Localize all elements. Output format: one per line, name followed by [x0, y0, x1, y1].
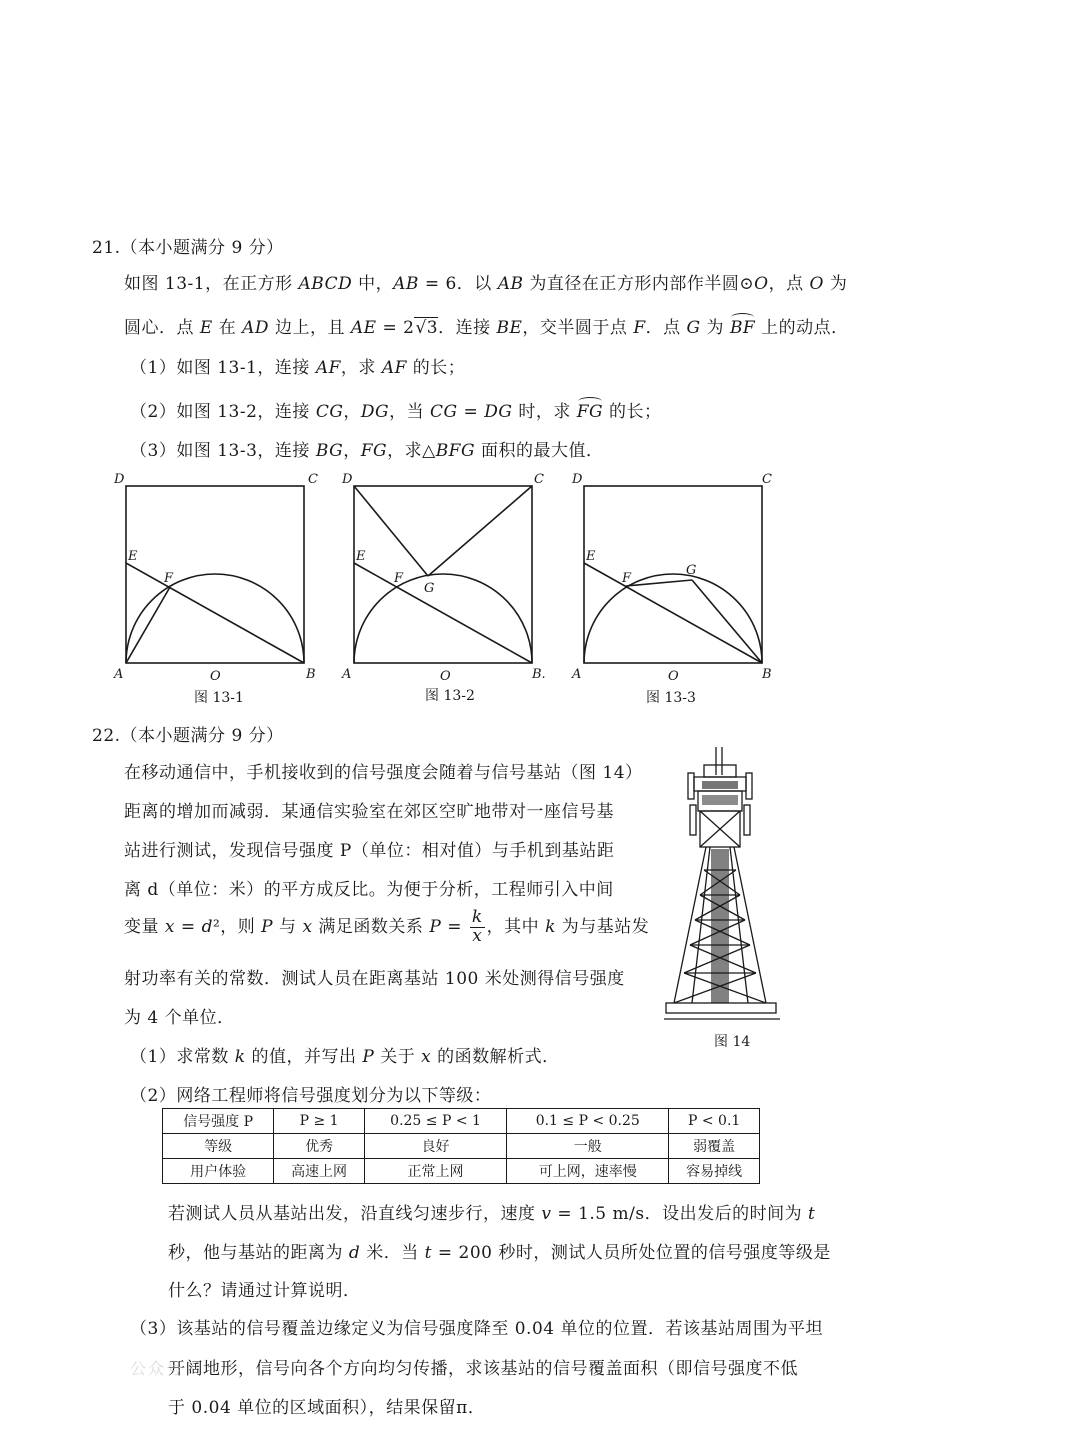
table-cell: 信号强度 P [163, 1109, 274, 1134]
q22-header: 22.（本小题满分 9 分） [92, 726, 284, 746]
label-B: B [762, 667, 772, 682]
table-cell: 良好 [364, 1134, 506, 1159]
q22-para-line1: 在移动通信中，手机接收到的信号强度会随着与信号基站（图 14） [124, 763, 643, 783]
label-B: B [306, 667, 316, 682]
label-A: A [572, 667, 582, 682]
table-cell: 正常上网 [364, 1159, 506, 1184]
table-cell: 优秀 [274, 1134, 365, 1159]
figure-13-2 [338, 470, 548, 685]
q21-header: 21.（本小题满分 9 分） [92, 238, 284, 258]
semicircle [584, 574, 762, 663]
label-G: G [686, 563, 697, 578]
caption-13-1: 图 13-1 [194, 690, 244, 706]
segment-be [584, 563, 762, 663]
figure-13-3 [568, 470, 778, 685]
semicircle [126, 574, 304, 663]
label-O: O [210, 669, 221, 684]
fraction-k-over-x: $\frac{k}{x}$ [471, 907, 483, 946]
q22-part2-text3: 什么？请通过计算说明． [168, 1281, 361, 1301]
label-C: C [308, 472, 318, 487]
q22-para-line3: 站进行测试，发现信号强度 P（单位：相对值）与手机到基站距 [124, 841, 615, 861]
table-cell: 弱覆盖 [669, 1134, 760, 1159]
q22-part2-text1: 若测试人员从基站出发，沿直线匀速步行，速度 v = 1.5 m/s．设出发后的时间为 t [168, 1204, 816, 1224]
q21-part2: （2）如图 13-2，连接 CG，DG，当 CG = DG 时，求 FG 的长； [130, 402, 662, 422]
caption-13-2: 图 13-2 [425, 688, 475, 704]
segment-be [354, 563, 532, 663]
table-cell: P < 0.1 [669, 1109, 760, 1134]
caption-13-3: 图 13-3 [646, 690, 696, 706]
q21-part3: （3）如图 13-3，连接 BG，FG，求△BFG 面积的最大值． [130, 441, 604, 461]
segment-be [126, 563, 304, 663]
table-cell: P ≥ 1 [274, 1109, 365, 1134]
semicircle [354, 574, 532, 663]
q22-para-line6: 射功率有关的常数．测试人员在距离基站 100 米处测得信号强度 [124, 969, 625, 989]
label-A: A [342, 667, 352, 682]
q22-para-line2: 距离的增加而减弱．某通信实验室在郊区空旷地带对一座信号基 [124, 802, 614, 822]
label-G: G [424, 581, 435, 596]
label-A: A [114, 667, 124, 682]
label-D: D [342, 472, 353, 487]
label-C: C [762, 472, 772, 487]
table-cell: 高速上网 [274, 1159, 365, 1184]
q22-part3-line3: 于 0.04 单位的区域面积），结果保留π． [168, 1398, 486, 1418]
caption-14: 图 14 [714, 1034, 751, 1050]
table-row [163, 1109, 760, 1134]
label-O: O [668, 669, 679, 684]
signal-grade-table [162, 1108, 760, 1184]
label-B: B. [532, 667, 546, 682]
label-D: D [572, 472, 583, 487]
q22-part2: （2）网络工程师将信号强度划分为以下等级： [130, 1086, 492, 1106]
q22-para-line7: 为 4 个单位． [124, 1008, 235, 1028]
q22-part2-text2: 秒，他与基站的距离为 d 米．当 t = 200 秒时，测试人员所处位置的信号强度等级是 [168, 1243, 831, 1263]
q21-intro-line2: 圆心．点 E 在 AD 边上，且 AE = 2√3．连接 BE，交半圆于点 F．点 G 为 BF 上的动点． [124, 318, 849, 338]
table-cell: 0.1 ≤ P < 0.25 [507, 1109, 669, 1134]
sqrt-symbol: √3 [415, 318, 439, 338]
label-F: F [622, 571, 632, 586]
table-cell: 容易掉线 [669, 1159, 760, 1184]
watermark-text: 公众号 [130, 1359, 185, 1378]
q22-para-line4: 离 d（单位：米）的平方成反比。为便于分析，工程师引入中间 [124, 880, 614, 900]
q21-part1: （1）如图 13-1，连接 AF，求 AF 的长； [130, 358, 466, 378]
segment-cg [428, 486, 532, 576]
table-cell: 0.25 ≤ P < 1 [364, 1109, 506, 1134]
table-cell: 等级 [163, 1134, 274, 1159]
q22-part1: （1）求常数 k 的值，并写出 P 关于 x 的函数解析式． [130, 1047, 560, 1067]
segment-fg [626, 580, 692, 586]
label-C: C [534, 472, 544, 487]
table-row [163, 1159, 760, 1184]
arc-fg: FG [576, 402, 604, 422]
figure-13-1 [110, 470, 320, 685]
q22-part3-line1: （3）该基站的信号覆盖边缘定义为信号强度降至 0.04 单位的位置．若该基站周围为平坦 [130, 1319, 823, 1339]
arc-bf: BF [729, 318, 756, 338]
label-E: E [586, 549, 596, 564]
label-F: F [164, 571, 174, 586]
q22-part3-line2: 开阔地形，信号向各个方向均匀传播，求该基站的信号覆盖面积（即信号强度不低 [168, 1359, 798, 1379]
label-E: E [128, 549, 138, 564]
table-cell: 可上网，速率慢 [507, 1159, 669, 1184]
label-O: O [440, 669, 451, 684]
label-D: D [114, 472, 125, 487]
table-cell: 用户体验 [163, 1159, 274, 1184]
segment-af [126, 587, 170, 663]
signal-tower-illustration [664, 745, 794, 1030]
label-E: E [356, 549, 366, 564]
label-F: F [394, 571, 404, 586]
q22-para-line5: 变量 x = d²，则 P 与 x 满足函数关系 P = $\frac{k}{x}$ ，其中 k 为与基站发 [124, 907, 650, 946]
q21-intro-line1: 如图 13-1，在正方形 ABCD 中，AB = 6．以 AB 为直径在正方形内部作半圆⊙O，点 O 为 [124, 274, 848, 294]
table-cell: 一般 [507, 1134, 669, 1159]
table-row [163, 1134, 760, 1159]
